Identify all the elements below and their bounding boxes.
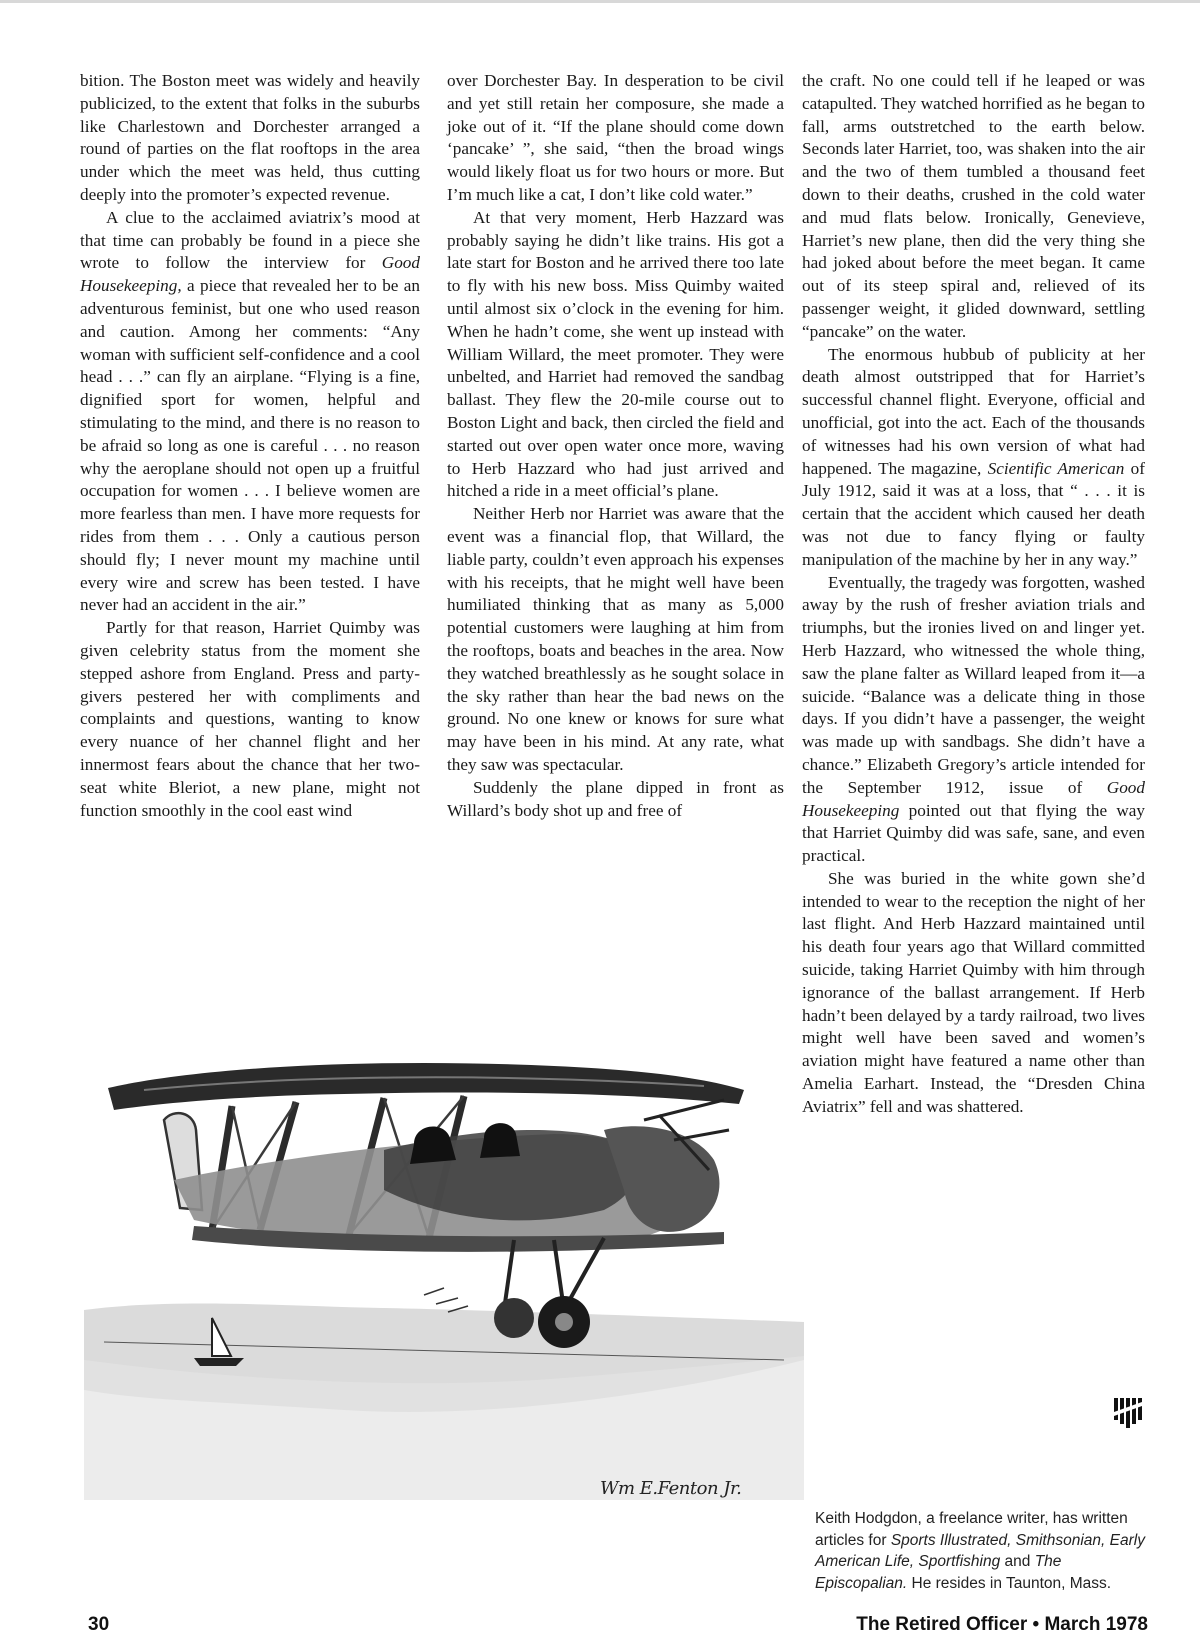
text-run: He resides in Taunton, Mass.: [907, 1574, 1112, 1592]
italic-title: Scientific American: [987, 458, 1125, 478]
article-paragraph: [802, 572, 1145, 868]
italic-title: Good Housekeeping: [802, 777, 1145, 820]
article-paragraph: [802, 344, 1145, 572]
text-run: Neither Herb nor Harriet was aware that the event was a financial flop, that Willard, the liable party, couldn’t even approach his expenses with his receipts, that he might well have been humiliated thinking that as many as 5,000 potential customers were laughing at him from the rooftops, boats and beaches in the area. Now they watched breathlessly as he sought solace in the sky rather than hear the bad news on the ground. No one knew or knows for sure what may have been in his mind. At any rate, what they saw was spectacular.: [447, 504, 784, 774]
text-run: At that very moment, Herb Hazzard was probably saying he didn’t like trains. His got a late start for Boston and he arrived there too late to fly with his new boss. Miss Quimby waited until almost six o’clock in the evening for him. When he hadn’t come, she went up instead with William Willard, the meet promoter. They were unbelted, and Harriet had removed the sandbag ballast. They flew the 20-mile course out to Boston Light and back, then circled the field and started out over open water once more, waving to Herb Hazzard who had just arrived and hitched a ride in a meet official’s plane.: [447, 207, 784, 501]
text-run: Eventually, the tragedy was forgotten, washed away by the rush of fresher aviation trials and triumphs, but the ironies lived on and linger yet. Herb Hazzard, who witnessed the whole thing, saw the plane falter as Willard leaped from it—a suicide. “Balance was a delicate thing in those days. If you didn’t have a passenger, the weight was made up with sandbags. She didn’t have a chance.” Elizabeth Gregory’s article intended for the September 1912, issue of: [802, 572, 1145, 797]
italic-title: Good Housekeeping,: [80, 253, 420, 296]
end-of-article-mark-icon: [1112, 1396, 1144, 1430]
article-paragraph: [80, 70, 420, 207]
text-run: bition. The Boston meet was widely and heavily publicized, to the extent that folks in the suburbs like Charlestown and Dorchester arranged a round of parties on the flat rooftops in the area under which the meet was held, thus cutting deeply into the promoter’s expected revenue.: [80, 71, 420, 204]
column-1: [80, 70, 420, 822]
text-run: Suddenly the plane dipped in front as Willard’s body shot up and free of: [447, 777, 784, 820]
text-run: A clue to the acclaimed aviatrix’s mood at that time can probably be found in a piece she wrote to follow the interview for: [80, 207, 420, 273]
column-3: [802, 70, 1145, 1119]
text-run: She was buried in the white gown she’d intended to wear to the reception the night of her last flight. And Herb Hazzard maintained until his death four years ago that Willard committed suicide, taking Harriet Quimby with him through ignorance of the ballast arrangement. If Herb hadn’t been delayed by a tardy railroad, two lives might well have been saved and women’s aviation might have featured a name other than Amelia Earhart. Instead, the “Dresden China Aviatrix” fell and was shattered.: [802, 868, 1145, 1116]
pilot-silhouette: [410, 1127, 456, 1164]
text-run: Partly for that reason, Harriet Quimby was given celebrity status from the moment she stepped ashore from England. Press and party-givers pestered her with compliments and complaints and questions, wanting to know every nuance of her channel flight and her innermost fears about the chance that her two-seat white Bleriot, a new plane, might not function smoothly in the cool east wind: [80, 618, 420, 820]
article-paragraph: [80, 207, 420, 617]
text-run: Keith Hodgdon, a freelance writer, has written articles for: [815, 1510, 1128, 1549]
column-2: [447, 70, 784, 822]
text-run: a piece that revealed her to be an adventurous feminist, but one who used reason and caution. Among her comments: “Any woman with sufficient self-confidence and a cool head . . .” can fly an airplane. “Flying is a fine, dignified sport for women, helpful and stimulating to the mind, and there is no reason to be afraid so long as one is careful . . . no reason why the aeroplane should not open up a fruitful occupation for women . . . I believe women are more fearless than men. I have more requests for rides from them . . . Only a cautious person should fly; I never mount my machine until every wire and screw has been tested. I have never had an accident in the air.”: [80, 276, 420, 615]
top-rule: [0, 0, 1200, 3]
text-run: of July 1912, said it was at a loss, that “ . . . it is certain that the accident which caused her death was not due to fancy flying or faulty manipulation of the machine by her in any way.”: [802, 458, 1145, 569]
italic-title: Sports Illustrated, Smithsonian, Early American Life, Sportfishing: [815, 1531, 1145, 1570]
article-paragraph: [447, 70, 784, 207]
text-run: the craft. No one could tell if he leaped or was catapulted. They watched horrified as he began to fall, arms outstretched to the earth below. Seconds later Harriet, too, was shaken into the air and the two of them tumbled a thousand feet down to their deaths, crushed in the cold water and mud flats below. Ironically, Genevieve, Harriet’s new plane, then did the very thing she had joked about before the meet began. It came out of its steep spiral and, relieved of its passenger weight, it glided downward, settling “pancake” on the water.: [802, 71, 1145, 341]
wheel-icon: [538, 1296, 590, 1348]
text-run: The enormous hubbub of publicity at her death almost outstripped that for Harriet’s successful channel flight. Everyone, official and unofficial, got into the act. Each of the thousands of witnesses had his own version of what had happened. The magazine,: [802, 344, 1145, 478]
text-run: pointed out that flying the way that Harriet Quimby did was safe, sane, and even practical.: [802, 800, 1145, 866]
biplane-illustration: [84, 1060, 804, 1500]
text-run: over Dorchester Bay. In desperation to be civil and yet still retain her composure, she made a joke out of it. “If the plane should come down ‘pancake’ ”, she said, “then the broad wings would likely float us for two hours or more. But I’m much like a cat, I don’t like cold water.”: [447, 71, 784, 204]
text-run: and: [1000, 1553, 1035, 1570]
italic-title: The Episcopalian.: [815, 1553, 1062, 1592]
upper-wing: [108, 1063, 744, 1110]
artist-signature: Wm E.Fenton Jr.: [600, 1478, 742, 1499]
publication-footer: The Retired Officer • March 1978: [856, 1614, 1148, 1635]
article-paragraph: [802, 70, 1145, 344]
page-number: 30: [88, 1614, 110, 1635]
article-paragraph: [447, 777, 784, 823]
article-paragraph: [447, 503, 784, 777]
article-paragraph: [447, 207, 784, 503]
article-paragraph: [802, 868, 1145, 1119]
article-paragraph: [80, 617, 420, 822]
author-bio: [815, 1508, 1157, 1594]
